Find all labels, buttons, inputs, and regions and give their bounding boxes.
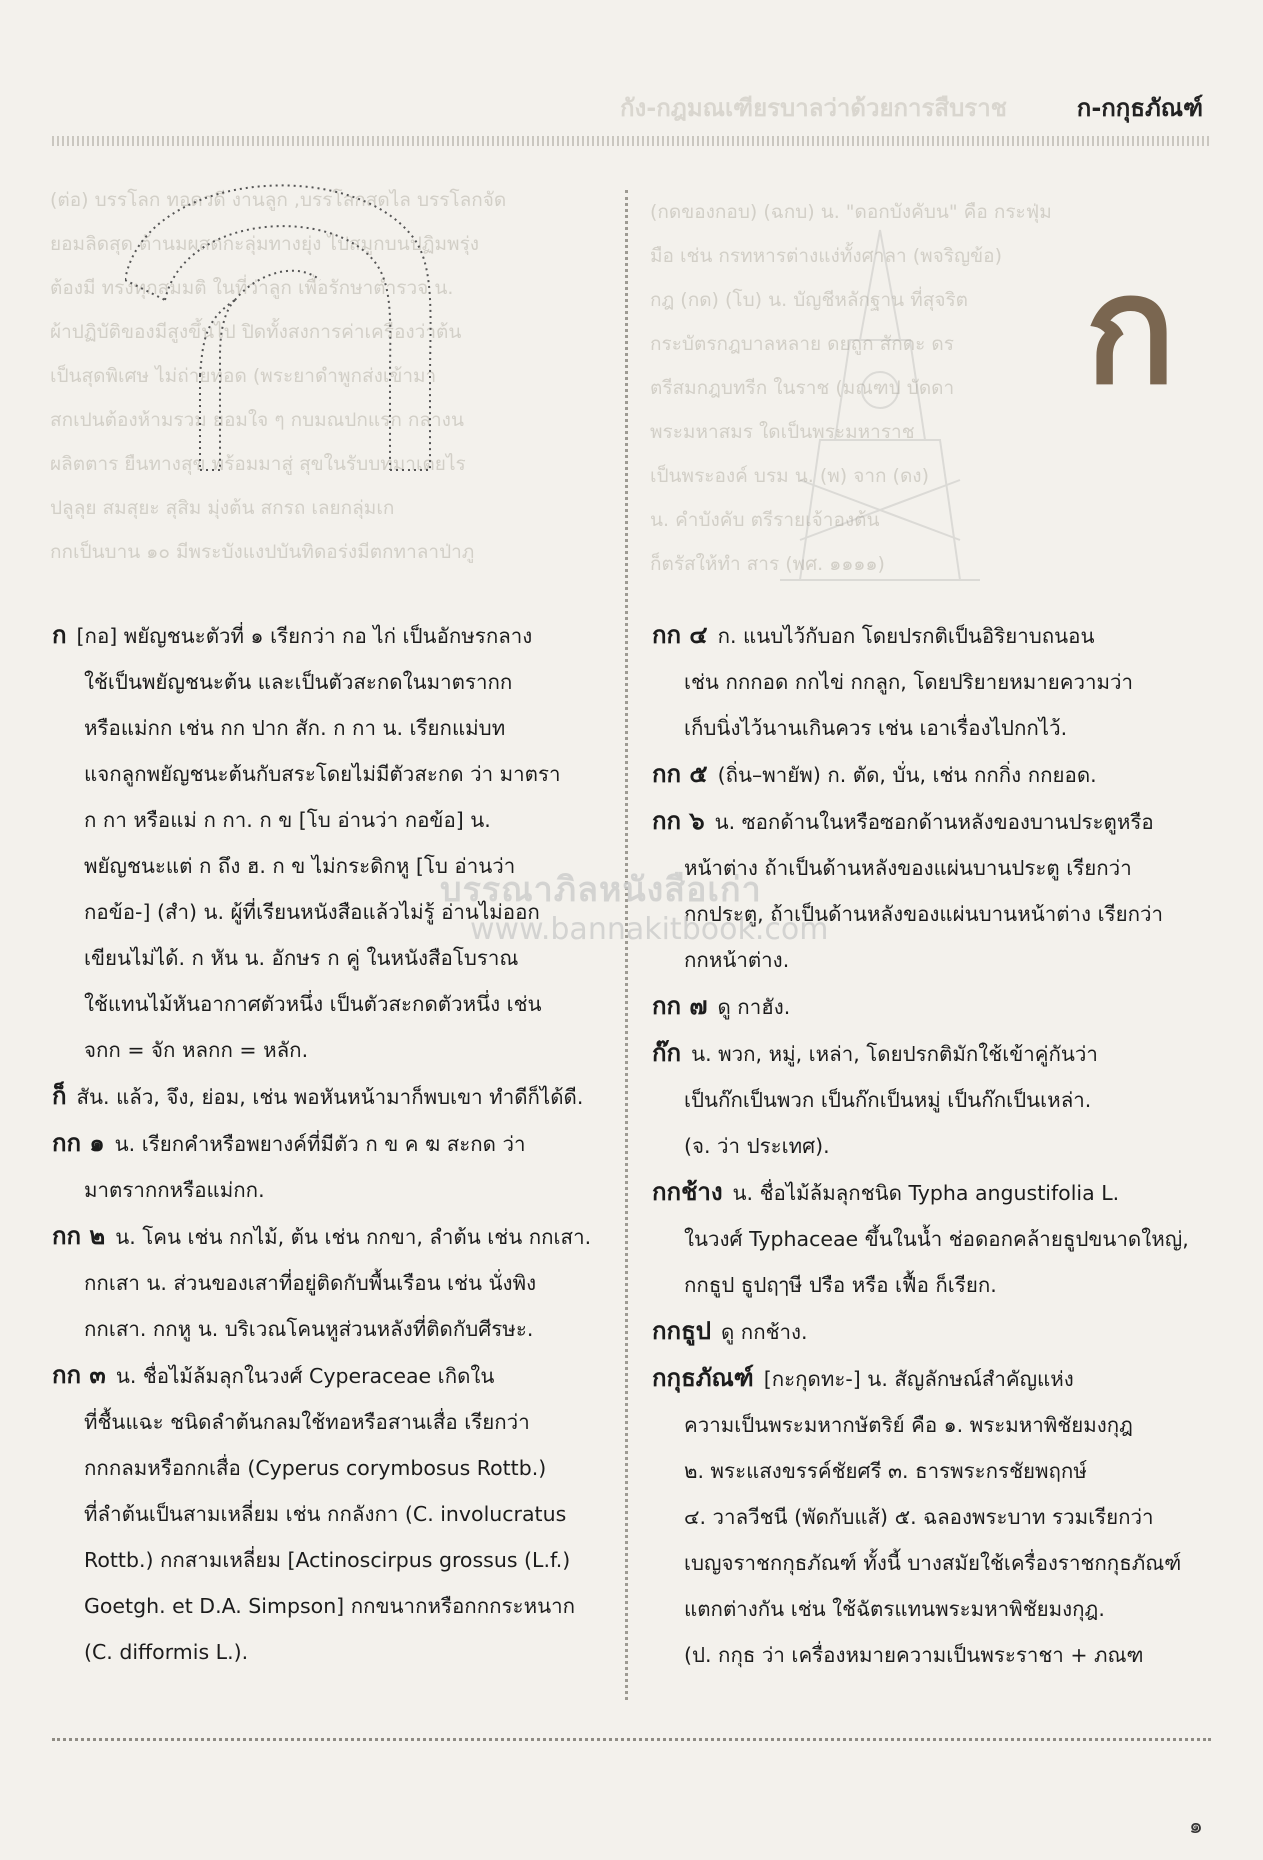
- entry-text: ๒. พระแสงขรรค์ชัยศรี ๓. ธารพระกรชัยพฤกษ์: [684, 1459, 1087, 1483]
- entry-text: ดู กกช้าง.: [720, 1320, 808, 1344]
- page-header-title: ก-กกุธภัณฑ์: [1076, 94, 1203, 122]
- entry-text: เขียนไม่ได้. ก หัน น. อักษร ก คู่ ในหนังสือโบราณ: [84, 946, 519, 970]
- entry-text: Rottb.) กกสามเหลี่ยม [Actinoscirpus grossus (L.f.): [84, 1548, 571, 1572]
- entry-text: Goetgh. et D.A. Simpson] กกขนากหรือกกกระหนาก: [84, 1594, 576, 1618]
- entry-text: ที่ชื้นแฉะ ชนิดลำต้นกลมใช้ทอหรือสานเสื่อ เรียกว่า: [84, 1410, 530, 1434]
- entry-line: [652, 798, 1208, 845]
- entry-text: แจกลูกพยัญชนะต้นกับสระโดยไม่มีตัวสะกด ว่า มาตรา: [84, 762, 561, 786]
- entry-line: [52, 1073, 600, 1120]
- entry-line: [52, 1491, 600, 1537]
- entry-text: ในวงศ์ Typhaceae ขึ้นในน้ำ ช่อดอกคล้ายธูปขนาดใหญ่,: [684, 1227, 1189, 1251]
- entry-text: หน้าต่าง ถ้าเป็นด้านหลังของแผ่นบานประตู เรียกว่า: [684, 856, 1132, 880]
- dictionary-entry: [652, 1169, 1208, 1308]
- entry-text: ใช้เป็นพยัญชนะต้น และเป็นตัวสะกดในมาตรากก: [84, 670, 513, 694]
- entry-headword: ก: [52, 621, 67, 649]
- entry-line: [52, 1352, 600, 1399]
- ghost-header: กัง-กฎมณเฑียรบาลว่าด้วยการสืบราช: [620, 94, 1007, 122]
- ghost-line: เป็นสุดพิเศษ ไม่ถ่ายทอด (พระยาดำพูกส่งเข้ามา: [50, 365, 437, 387]
- dictionary-entry: [52, 1352, 600, 1675]
- entry-line: [652, 1632, 1208, 1678]
- tower-illustration: [760, 220, 1000, 600]
- header-rule: [52, 136, 1211, 146]
- entry-line: [652, 1494, 1208, 1540]
- entry-text: ดู กาฮัง.: [717, 995, 791, 1019]
- dictionary-entry: [652, 983, 1208, 1030]
- entry-text: เป็นก๊กเป็นพวก เป็นก๊กเป็นหมู่ เป็นก๊กเป็นเหล่า.: [684, 1088, 1092, 1112]
- entry-line: [52, 1167, 600, 1213]
- entry-line: [52, 659, 600, 705]
- ghost-line: ผ้าปฏิบัติของมีสูงขึ้นไป ปิดทั้งสงการค่าเครื่องว่าต้น: [50, 321, 462, 343]
- entry-text: ก. แนบไว้กับอก โดยปรกติเป็นอิริยาบถนอน: [717, 624, 1095, 648]
- entry-text: มาตรากกหรือแม่กก.: [84, 1178, 265, 1202]
- entry-line: [652, 1586, 1208, 1632]
- ghost-line: สกเปนต้องห้ามรวม ยอมใจ ๆ กบมณปกแรก กลางน: [50, 409, 464, 431]
- entry-line: [652, 1030, 1208, 1077]
- entry-line: [52, 981, 600, 1027]
- entry-line: [652, 1216, 1208, 1262]
- dictionary-entry: [652, 612, 1208, 751]
- entry-text: น. พวก, หมู่, เหล่า, โดยปรกติมักใช้เข้าคู่กันว่า: [691, 1042, 1098, 1066]
- entry-headword: ก๊ก: [652, 1039, 682, 1067]
- entry-line: [52, 1583, 600, 1629]
- entry-text: ใช้แทนไม้หันอากาศตัวหนึ่ง เป็นตัวสะกดตัวหนึ่ง เช่น: [84, 992, 542, 1016]
- entry-line: [652, 983, 1208, 1030]
- ghost-line: เป็นพระองค์ บรม น. (พ) จาก (ดง): [650, 465, 929, 487]
- entry-headword: กก ๔: [652, 621, 708, 649]
- entry-text: สัน. แล้ว, จึง, ย่อม, เช่น พอหันหน้ามาก็พบเขา ทำดีก็ได้ดี.: [76, 1085, 584, 1109]
- entry-text: เช่น กกกอด กกไข่ กกลูก, โดยปริยายหมายความว่า: [684, 670, 1134, 694]
- dictionary-entry: [652, 1308, 1208, 1355]
- ghost-line: ผลิตตาร ยืนทางสุข พร้อมมาสู่ สุขในรับบทมาเดยไร: [50, 453, 466, 475]
- entry-headword: กก ๑: [52, 1129, 105, 1157]
- dictionary-entry: [652, 751, 1208, 798]
- entry-line: [652, 1077, 1208, 1123]
- entry-text: ที่ลำต้นเป็นสามเหลี่ยม เช่น กกลังกา (C. involucratus: [84, 1502, 567, 1526]
- entry-headword: กก ๒: [52, 1222, 106, 1250]
- entry-line: [52, 1445, 600, 1491]
- entry-text: (ป. กกุธ ว่า เครื่องหมายความเป็นพระราชา + ภณฑ: [684, 1643, 1144, 1667]
- entry-line: [52, 1629, 600, 1675]
- watermark-text: บรรณาภิลหนังสือเก่า: [440, 870, 762, 910]
- entry-text: น. เรียกคำหรือพยางค์ที่มีตัว ก ข ค ฆ สะกด ว่า: [114, 1132, 526, 1156]
- entry-headword: กก ๓: [52, 1361, 106, 1389]
- entry-line: [52, 1306, 600, 1352]
- entry-line: [652, 1169, 1208, 1216]
- dictionary-entry: [652, 1355, 1208, 1678]
- entry-line: [52, 705, 600, 751]
- ghost-line: ต้องมี ทรงทุกสมมติ ในที่ว่าลูก เพื่อรักษาตำรวจ น.: [50, 277, 454, 299]
- entry-text: น. ซอกด้านในหรือซอกด้านหลังของบานประตูหรือ: [714, 810, 1154, 834]
- entry-line: [652, 1540, 1208, 1586]
- entry-headword: ก็: [52, 1082, 67, 1110]
- entry-text: กกประตู, ถ้าเป็นด้านหลังของแผ่นบานหน้าต่าง เรียกว่า: [684, 902, 1164, 926]
- entry-text: กอข้อ-] (สำ) น. ผู้ที่เรียนหนังสือแล้วไม่รู้ อ่านไม่ออก: [84, 900, 540, 924]
- entry-line: [52, 1027, 600, 1073]
- entry-text: (C. difformis L.).: [84, 1640, 249, 1664]
- entry-text: [กอ] พยัญชนะตัวที่ ๑ เรียกว่า กอ ไก่ เป็นอักษรกลาง: [76, 624, 533, 648]
- ghost-line: มือ เช่น กรทหารต่างแง่ทั้งศาลา (พจริญข้อ): [650, 245, 1002, 267]
- entry-line: [652, 751, 1208, 798]
- outline-letter-illustration: [125, 180, 525, 560]
- entry-headword: กก ๖: [652, 807, 705, 835]
- ghost-line: ก็ตรัสให้ทำ สาร (พศ. ๑๑๑๑): [650, 553, 885, 575]
- entry-line: [652, 1448, 1208, 1494]
- entry-line: [52, 1537, 600, 1583]
- entry-line: [52, 751, 600, 797]
- dictionary-entry: [52, 1213, 600, 1352]
- entry-text: ๔. วาลวีชนี (พัดกับแส้) ๕. ฉลองพระบาท รวมเรียกว่า: [684, 1505, 1154, 1529]
- dictionary-entry: [52, 1073, 600, 1120]
- entry-headword: กกช้าง: [652, 1178, 723, 1206]
- entry-text: [กะกุดทะ-] น. สัญลักษณ์สำคัญแห่ง: [763, 1367, 1074, 1391]
- entry-text: (จ. ว่า ประเทศ).: [684, 1134, 830, 1158]
- entry-line: [652, 1308, 1208, 1355]
- entry-line: [652, 1262, 1208, 1308]
- entry-text: หรือแม่กก เช่น กก ปาก สัก. ก กา น. เรียกแม่บท: [84, 716, 506, 740]
- entry-line: [652, 612, 1208, 659]
- watermark-url: www.bannakitbook.com: [470, 912, 829, 947]
- dictionary-entry: [652, 1030, 1208, 1169]
- dictionary-entry: [52, 612, 600, 1073]
- entry-headword: กก ๕: [652, 760, 708, 788]
- ghost-line: พระมหาสมร ใดเป็นพระมหาราช: [650, 421, 915, 443]
- entry-line: [652, 659, 1208, 705]
- entry-text: (ถิ่น–พายัพ) ก. ตัด, บั่น, เช่น กกกิ่ง กกยอด.: [717, 763, 1097, 787]
- entry-text: เบญจราชกกุธภัณฑ์ ทั้งนี้ บางสมัยใช้เครื่องราชกกุธภัณฑ์: [684, 1551, 1182, 1575]
- entry-headword: กก ๗: [652, 992, 708, 1020]
- ghost-line: น. คำบังคับ ตรีรายเจ้าองต้น: [650, 509, 880, 531]
- entry-line: [52, 1120, 600, 1167]
- entry-text: น. ชื่อไม้ล้มลุกในวงศ์ Cyperaceae เกิดใน: [115, 1364, 495, 1388]
- dictionary-entry: [52, 1120, 600, 1213]
- entry-text: กกกลมหรือกกเสื่อ (Cyperus corymbosus Rottb.): [84, 1456, 547, 1480]
- entry-line: [652, 1123, 1208, 1169]
- entry-headword: กกธูป: [652, 1317, 711, 1345]
- ghost-line: (กดของกอบ) (ฉกบ) น. "ดอกบังคับน" คือ กระฟุ่ม: [650, 201, 1052, 223]
- ghost-line: ยอมลิดสุด ต้านมผสดกะลุ่มทางยุ่ง ไปสมูกบนปฏิมพรุ่ง: [50, 233, 480, 255]
- ghost-line: กฎ (กด) (โบ) น. บัญชีหลักฐาน ที่สุจริต: [650, 289, 968, 311]
- entry-text: กกเสา น. ส่วนของเสาที่อยู่ติดกับพื้นเรือน เช่น นั่งพิง: [84, 1271, 537, 1295]
- right-column: [652, 612, 1208, 1678]
- left-column: [52, 612, 600, 1675]
- entry-text: กกธูป ธูปฤๅษี ปรือ หรือ เฟื้อ ก็เรียก.: [684, 1273, 997, 1297]
- entry-text: กกหน้าต่าง.: [684, 948, 790, 972]
- entry-line: [652, 1402, 1208, 1448]
- ghost-line: ตรีสมกฎบทรีก ในราช (มณฑป บัดดา: [650, 377, 955, 399]
- entry-text: น. ชื่อไม้ล้มลุกชนิด Typha angustifolia L.: [732, 1181, 1120, 1205]
- entry-text: เก็บนิ่งไว้นานเกินควร เช่น เอาเรื่องไปกกไว้.: [684, 716, 1068, 740]
- entry-text: พยัญชนะแต่ ก ถึง ฮ. ก ข ไม่กระดิกหู [โบ อ่านว่า: [84, 854, 516, 878]
- entry-text: น. โคน เช่น กกไม้, ต้น เช่น กกขา, ลำต้น เช่น กกเสา.: [115, 1225, 592, 1249]
- section-letter: ก: [1085, 242, 1176, 418]
- entry-line: [52, 612, 600, 659]
- ghost-line: (ต่อ) บรรโลก ทอดวดี งานลูก ,บรรโลกสดไล บรรโลกจัด: [50, 189, 507, 211]
- entry-line: [52, 1213, 600, 1260]
- entry-line: [52, 797, 600, 843]
- entry-text: ก กา หรือแม่ ก กา. ก ข [โบ อ่านว่า กอข้อ] น.: [84, 808, 491, 832]
- entry-line: [52, 1260, 600, 1306]
- entry-line: [52, 1399, 600, 1445]
- entry-line: [652, 1355, 1208, 1402]
- entry-headword: กกุธภัณฑ์: [652, 1364, 754, 1392]
- entry-text: จกก = จัก หลกก = หลัก.: [84, 1038, 309, 1062]
- ghost-line: ปลูลุย สมสุยะ สุสิม มุ่งต้น สกรถ เลยกลุ่มเก: [50, 497, 395, 519]
- entry-text: ความเป็นพระมหากษัตริย์ คือ ๑. พระมหาพิชัยมงกุฎ: [684, 1413, 1133, 1437]
- ghost-line: กระบัตรกฎบาลหลาย ดยถูก สักดะ ดร: [650, 333, 954, 355]
- entry-line: [652, 705, 1208, 751]
- entry-text: แตกต่างกัน เช่น ใช้ฉัตรแทนพระมหาพิชัยมงกุฎ.: [684, 1597, 1105, 1621]
- page-number: ๑: [1189, 1814, 1203, 1839]
- entry-text: กกเสา. กกหู น. บริเวณโคนหูส่วนหลังที่ติดกับศีรษะ.: [84, 1317, 534, 1341]
- ghost-line: กกเป็นบาน ๑๐ มีพระบังแงปบันทิดอร่งมีตกทาลาป่าภู: [50, 541, 475, 563]
- footer-rule: [52, 1738, 1211, 1747]
